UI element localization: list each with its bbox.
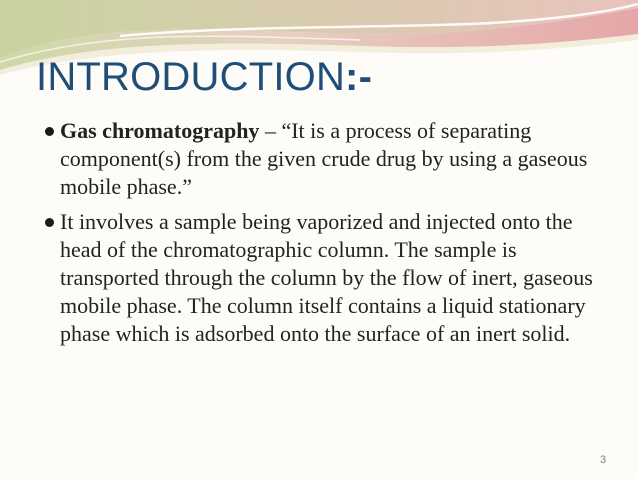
slide-title-text: INTRODUCTION bbox=[36, 55, 346, 99]
bullet-term: Gas chromatography bbox=[60, 118, 260, 143]
bullet-list bbox=[44, 117, 614, 355]
bullet-dot-icon bbox=[45, 218, 54, 227]
bullet-item bbox=[44, 208, 614, 349]
slide-title bbox=[36, 52, 372, 102]
bullet-text: – “It is a process of separating component(s) from the given crude drug by using a gaseous mobile phase.” bbox=[60, 118, 588, 200]
bullet-item bbox=[44, 117, 614, 202]
bullet-dot-icon bbox=[45, 127, 54, 136]
slide-title-suffix: :- bbox=[345, 55, 373, 99]
bullet-text: It involves a sample being vaporized and injected onto the head of the chromatographic column. The sample is transported through the column by the flow of inert, gaseous mobile phase. The column itself contains a liquid stationary phase which is adsorbed onto the surface of an inert solid. bbox=[60, 208, 593, 347]
page-number: 3 bbox=[600, 454, 607, 466]
